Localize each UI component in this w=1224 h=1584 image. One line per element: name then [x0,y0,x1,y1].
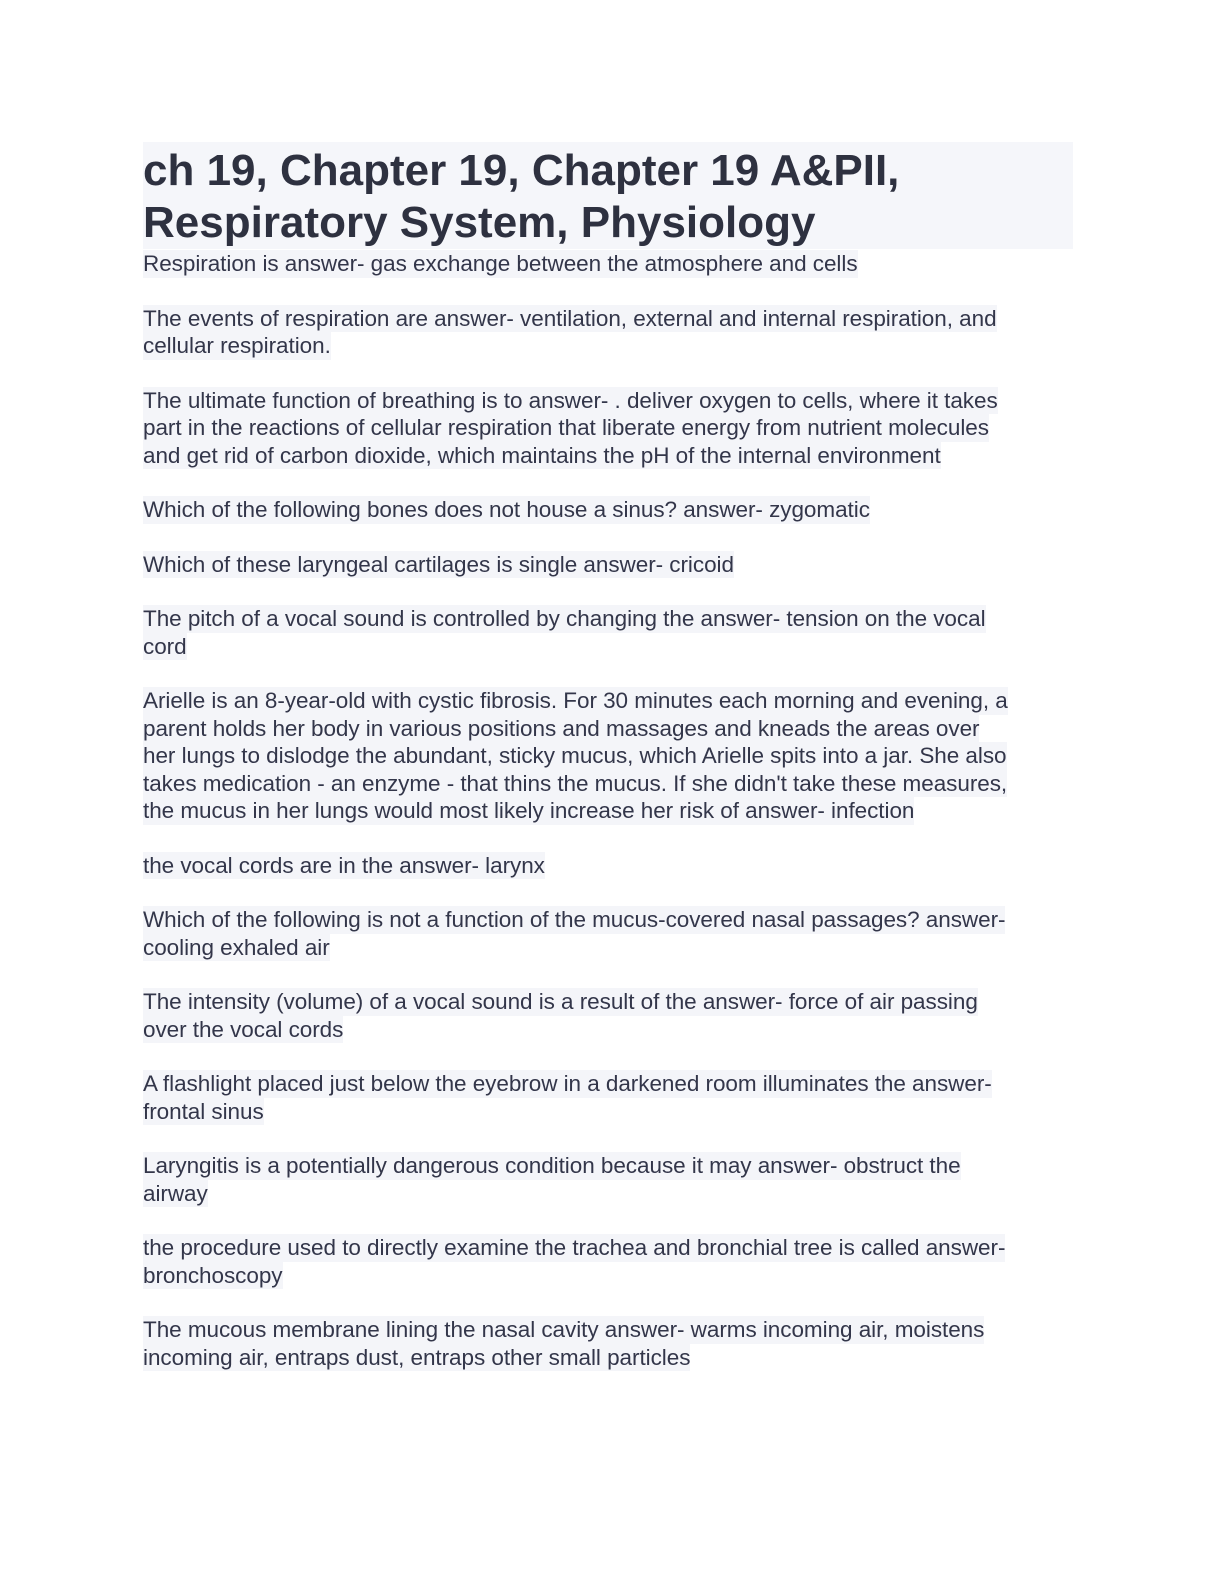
qa-item [143,1070,1073,1125]
qa-line: Which of the following bones does not house a sinus? answer- zygomatic [143,497,870,522]
qa-line: over the vocal cords [143,1016,344,1042]
page-title [143,142,1073,249]
qa-line: the vocal cords are in the answer- larynx [143,852,545,878]
qa-list [143,250,1073,1371]
qa-item [143,551,1073,579]
qa-item [143,1234,1073,1289]
qa-item [143,305,1073,360]
qa-line: part in the reactions of cellular respiration that liberate energy from nutrient molecules [143,415,989,440]
qa-line: cooling exhaled air [143,934,330,960]
qa-line: the mucus in her lungs would most likely increase her risk of answer- infection [143,798,915,823]
qa-item [143,250,1073,278]
qa-line: incoming air, entraps dust, entraps other small particles [143,1344,691,1370]
qa-item [143,605,1073,660]
qa-line: and get rid of carbon dioxide, which maintains the pH of the internal environment [143,442,941,468]
title-line: ch 19, Chapter 19, Chapter 19 A&PII, [143,146,900,195]
qa-line: The events of respiration are answer- ventilation, external and internal respiration, and [143,305,997,331]
qa-item [143,1152,1073,1207]
qa-line: parent holds her body in various positions and massages and kneads the areas over [143,715,980,741]
qa-line: The mucous membrane lining the nasal cavity answer- warms incoming air, moistens [143,1317,985,1342]
qa-item [143,496,1073,524]
qa-line: frontal sinus [143,1098,264,1124]
qa-item [143,687,1073,825]
qa-item [143,387,1073,470]
qa-line: Which of these laryngeal cartilages is single answer- cricoid [143,551,734,577]
qa-line: bronchoscopy [143,1262,283,1288]
title-line: Respiratory System, Physiology [143,198,816,247]
qa-item [143,988,1073,1043]
document-body [143,142,1073,1398]
qa-line: cord [143,633,187,659]
qa-line: The ultimate function of breathing is to answer- . deliver oxygen to cells, where it takes [143,387,998,413]
qa-item [143,852,1073,880]
qa-item [143,906,1073,961]
qa-line: A flashlight placed just below the eyebrow in a darkened room illuminates the answer- [143,1071,992,1096]
qa-line: Respiration is answer- gas exchange between the atmosphere and cells [143,251,858,276]
qa-item [143,1316,1073,1371]
qa-line: The intensity (volume) of a vocal sound is a result of the answer- force of air passing [143,989,978,1014]
qa-line: her lungs to dislodge the abundant, sticky mucus, which Arielle spits into a jar. She also [143,743,1007,768]
qa-line: takes medication - an enzyme - that thins the mucus. If she didn't take these measures, [143,770,1008,796]
qa-line: airway [143,1180,208,1206]
qa-line: Arielle is an 8-year-old with cystic fibrosis. For 30 minutes each morning and evening, a [143,688,1008,713]
qa-line: The pitch of a vocal sound is controlled by changing the answer- tension on the vocal [143,606,986,631]
qa-line: the procedure used to directly examine the trachea and bronchial tree is called answer- [143,1235,1006,1260]
qa-line: Laryngitis is a potentially dangerous condition because it may answer- obstruct the [143,1153,961,1178]
qa-line: Which of the following is not a function of the mucus-covered nasal passages? answer- [143,907,1006,932]
qa-line: cellular respiration. [143,333,331,358]
